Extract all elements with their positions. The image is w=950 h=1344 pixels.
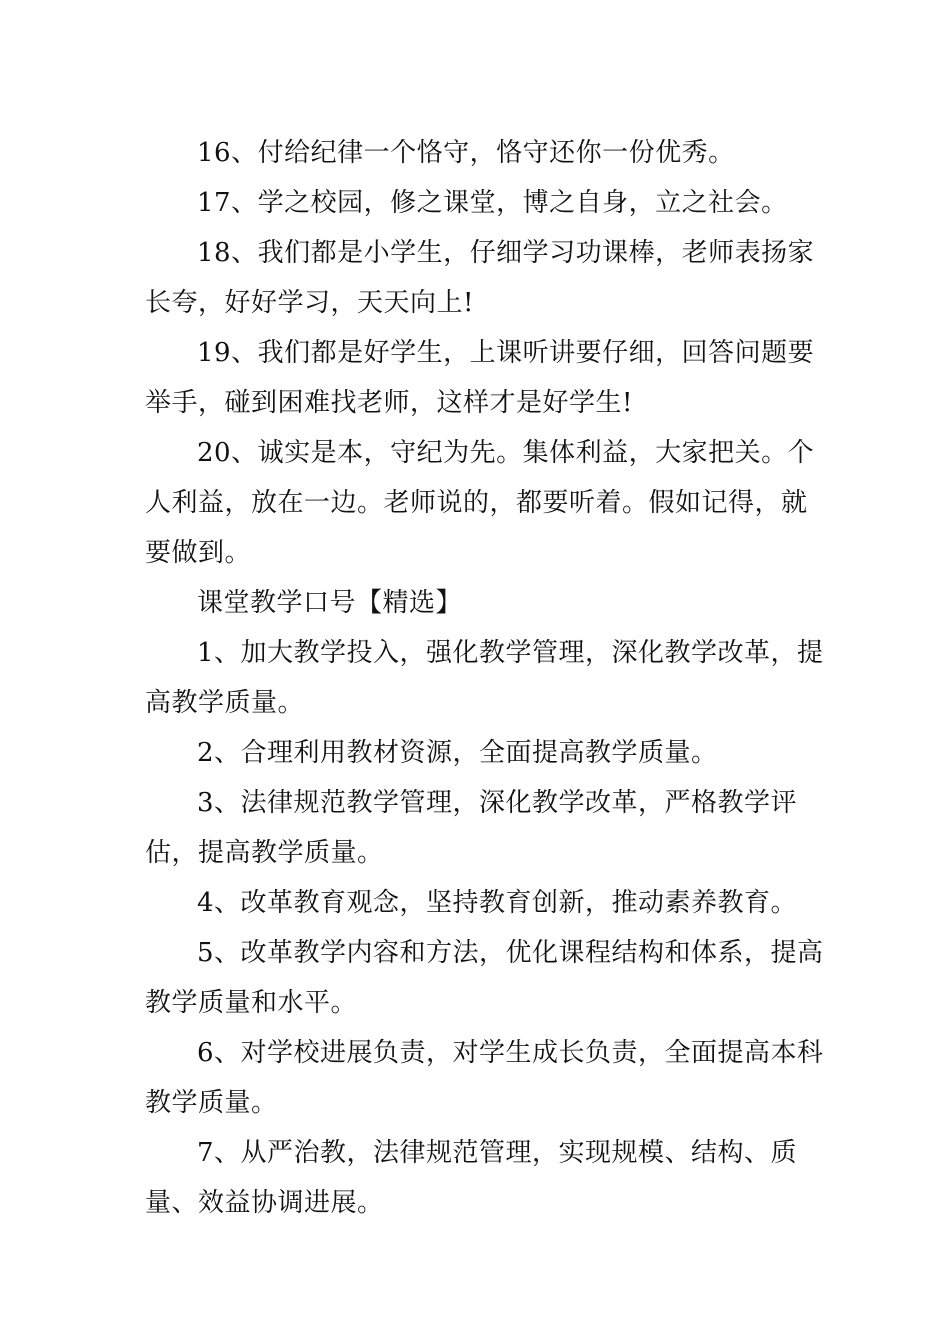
paragraph-teaching-6: 6、对学校进展负责，对学生成长负责，全面提高本科教学质量。	[145, 1038, 824, 1118]
paragraph-slogan-19: 19、我们都是好学生，上课听讲要仔细，回答问题要举手，碰到困难找老师，这样才是好学生!	[145, 338, 815, 418]
paragraph-teaching-4: 4、改革教育观念，坚持教育创新，推动素养教育。	[197, 888, 798, 918]
document-body	[145, 128, 825, 1228]
paragraph-teaching-3: 3、法律规范教学管理，深化教学改革，严格教学评估，提高教学质量。	[145, 788, 798, 868]
paragraph-slogan-18: 18、我们都是小学生，仔细学习功课棒，老师表扬家长夸，好好学习，天天向上!	[145, 238, 815, 318]
section-heading: 课堂教学口号【精选】	[197, 588, 463, 618]
paragraph-teaching-5: 5、改革教学内容和方法，优化课程结构和体系，提高教学质量和水平。	[145, 938, 824, 1018]
paragraph-teaching-1: 1、加大教学投入，强化教学管理，深化教学改革，提高教学质量。	[145, 638, 824, 718]
paragraph-slogan-20: 20、诚实是本，守纪为先。集体利益，大家把关。个人利益，放在一边。老师说的，都要听着。假如记得，就要做到。	[145, 438, 815, 568]
paragraph-teaching-7: 7、从严治教，法律规范管理，实现规模、结构、质量、效益协调进展。	[145, 1138, 798, 1218]
paragraph-teaching-2: 2、合理利用教材资源，全面提高教学质量。	[197, 738, 718, 768]
paragraph-slogan-16: 16、付给纪律一个恪守，恪守还你一份优秀。	[197, 138, 735, 168]
paragraph-slogan-17: 17、学之校园，修之课堂，博之自身，立之社会。	[197, 188, 788, 218]
